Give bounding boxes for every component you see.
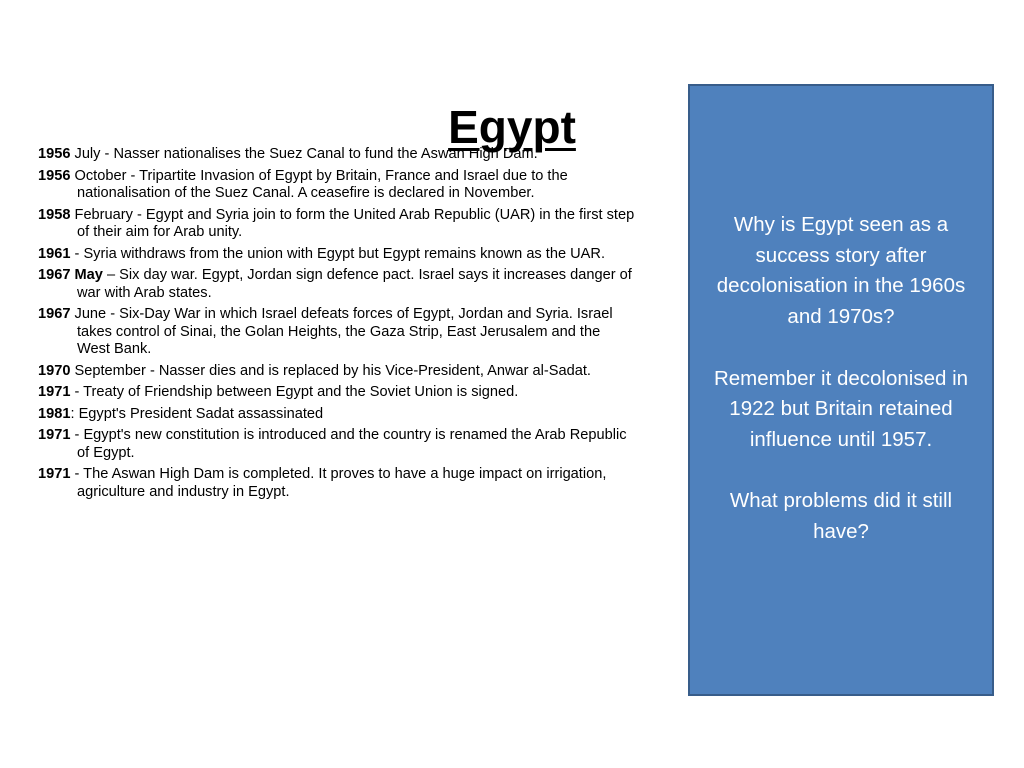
event-year: 1971: [38, 384, 71, 400]
event-text: October - Tripartite Invasion of Egypt by Britain, France and Israel due to the nationalisation of the Suez Canal. A ceasefire is declared in November.: [70, 167, 568, 201]
event-year: 1956: [38, 167, 71, 184]
callout-box: [688, 84, 994, 696]
timeline-event: [38, 427, 636, 462]
timeline-event: [38, 168, 636, 203]
event-year: 1981: [38, 405, 71, 422]
timeline-event: [38, 246, 636, 264]
timeline-event: [38, 363, 636, 381]
event-text: : Egypt's President Sadat assassinated: [70, 405, 324, 422]
event-text: - Egypt's new constitution is introduced and the country is renamed the Arab Republic of Egypt.: [70, 427, 627, 461]
event-year: 1967: [38, 306, 71, 322]
event-year: 1971: [38, 427, 71, 443]
timeline-event: [38, 406, 636, 424]
timeline-event: [38, 384, 636, 402]
callout-question: Why is Egypt seen as a success story after decolonisation in the 1960s and 1970s?: [716, 213, 966, 329]
timeline-event: [38, 146, 636, 164]
timeline-event: [38, 466, 636, 501]
event-text: September - Nasser dies and is replaced by his Vice-President, Anwar al-Sadat.: [70, 362, 591, 379]
callout-text: [702, 210, 980, 578]
event-text: - The Aswan High Dam is completed. It proves to have a huge impact on irrigation, agriculture and industry in Egypt.: [70, 466, 607, 500]
event-text: July - Nasser nationalises the Suez Canal to fund the Aswan High Dam.: [70, 146, 538, 162]
event-year: 1956: [38, 146, 71, 162]
slide-title: Egypt: [448, 100, 576, 153]
timeline-event: [38, 267, 636, 302]
event-text: - Syria withdraws from the union with Egypt but Egypt remains known as the UAR.: [70, 245, 605, 262]
event-text: - Treaty of Friendship between Egypt and the Soviet Union is signed.: [70, 384, 519, 400]
callout-reminder: Remember it decolonised in 1922 but Britain retained influence until 1957.: [713, 366, 969, 451]
event-text: June - Six-Day War in which Israel defeats forces of Egypt, Jordan and Syria. Israel takes control of Sinai, the Golan Heights, the Gaza Strip, East Jerusalem and the West Bank.: [70, 306, 613, 357]
event-text: – Six day war. Egypt, Jordan sign defence pact. Israel says it increases danger of war with Arab states.: [77, 267, 632, 301]
event-text: February - Egypt and Syria join to form the United Arab Republic (UAR) in the first step of their aim for Arab unity.: [70, 206, 635, 240]
callout-problems: What problems did it still have?: [729, 489, 953, 543]
event-year: 1958: [38, 206, 71, 223]
timeline-event: [38, 306, 636, 359]
event-year: 1961: [38, 245, 71, 262]
timeline-event: [38, 207, 636, 242]
event-year: 1971: [38, 466, 71, 482]
event-year: 1970: [38, 362, 71, 379]
timeline-list: [38, 146, 636, 505]
event-year: 1967 May: [38, 267, 103, 283]
